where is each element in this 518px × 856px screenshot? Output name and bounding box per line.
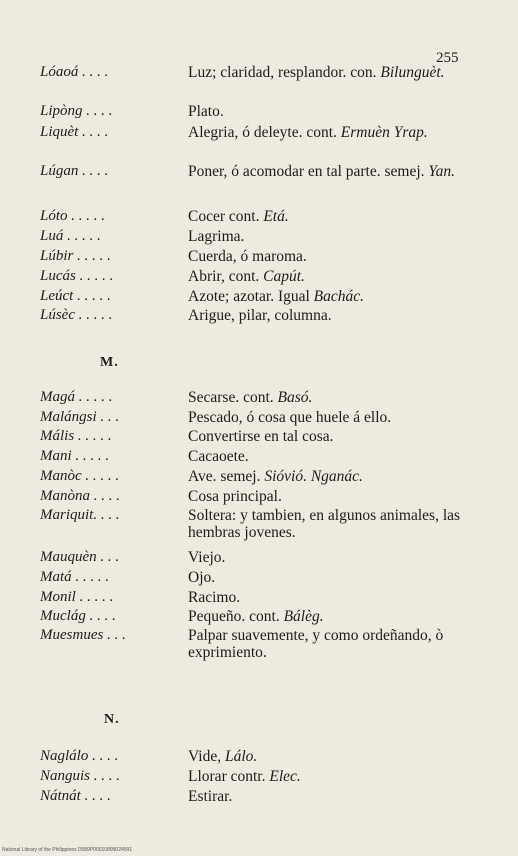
cross-reference: Ermuèn Yrap. [340, 124, 428, 141]
entry-term: Mariquit. . . . [40, 507, 120, 523]
definition-text: Alegria, ó deleyte. cont. [188, 124, 337, 141]
entry-term: Mális . . . . . [40, 428, 112, 444]
definition-text: Llorar contr. [188, 768, 266, 785]
entry-definition [188, 103, 492, 120]
entry-term: Liquèt . . . . [40, 124, 109, 140]
cross-reference: Elec. [269, 768, 301, 785]
entry-term: Lipòng . . . . [40, 103, 113, 119]
entry-definition [188, 608, 492, 625]
definition-text: Ave. semej. [188, 468, 261, 485]
entry-definition [188, 228, 492, 245]
definition-text: Vide, [188, 748, 222, 765]
entry-term: Leúct . . . . . [40, 288, 111, 304]
entry-definition [188, 627, 492, 661]
entry-definition [188, 409, 492, 426]
entry-definition [188, 488, 492, 505]
definition-text: Pescado, ó cosa que huele á ello. [188, 409, 392, 426]
definition-text: Cuerda, ó maroma. [188, 248, 307, 265]
entry-definition [188, 569, 492, 586]
section-letter: N. [104, 712, 120, 727]
entry-definition [188, 507, 492, 541]
entry-definition [188, 788, 492, 805]
cross-reference: Etá. [263, 208, 289, 225]
cross-reference: Basó. [277, 389, 313, 406]
definition-text: Soltera: y tambien, en algunos animales, las hembras jovenes. [188, 507, 461, 541]
entry-definition [188, 64, 492, 81]
definition-text: Convertirse en tal cosa. [188, 428, 334, 445]
entry-definition [188, 589, 492, 606]
entry-term: Mani . . . . . [40, 448, 110, 464]
definition-text: Abrir, cont. [188, 268, 260, 285]
cross-reference: Bilunguèt. [380, 64, 445, 81]
definition-text: Luz; claridad, resplandor. con. [188, 64, 377, 81]
cross-reference: Bachác. [313, 288, 365, 305]
entry-term: Manòna . . . . [40, 488, 120, 504]
entry-definition [188, 389, 492, 406]
entry-term: Magá . . . . . [40, 389, 113, 405]
entry-term: Lóto . . . . . [40, 208, 106, 224]
entry-term: Nanguis . . . . [40, 768, 121, 784]
entry-definition [188, 163, 492, 180]
definition-text: Azote; azotar. Igual [188, 288, 310, 305]
entry-term: Muclág . . . . [40, 608, 116, 624]
definition-text: Poner, ó acomodar en tal parte. semej. [188, 163, 425, 180]
cross-reference: Yan. [428, 163, 455, 180]
page-number: 255 [436, 50, 459, 66]
entry-term: Lúsèc . . . . . [40, 307, 113, 323]
definition-text: Cosa principal. [188, 488, 282, 505]
entry-definition [188, 549, 492, 566]
entry-term: Naglálo . . . . [40, 748, 119, 764]
entry-definition [188, 768, 492, 785]
entry-definition [188, 248, 492, 265]
entry-definition [188, 288, 492, 305]
entry-term: Lóaoá . . . . [40, 64, 109, 80]
definition-text: Pequeño. cont. [188, 608, 280, 625]
cross-reference: Lálo. [224, 748, 258, 765]
definition-text: Ojo. [188, 569, 216, 586]
definition-text: Cacaoete. [188, 448, 249, 465]
entry-definition [188, 748, 492, 765]
entry-definition [188, 268, 492, 285]
entry-term: Lucás . . . . . [40, 268, 114, 284]
definition-text: Palpar suavemente, y como ordeñando, ò exprimiento. [188, 627, 444, 661]
entry-term: Monil . . . . . [40, 589, 114, 605]
library-footer: National Library of the Philippines D089P00010899024591 [2, 847, 133, 853]
definition-text: Cocer cont. [188, 208, 260, 225]
entry-term: Mauquèn . . . [40, 549, 120, 565]
entry-term: Nátnát . . . . [40, 788, 111, 804]
definition-text: Secarse. cont. [188, 389, 274, 406]
entry-term: Lúgan . . . . [40, 163, 109, 179]
definition-text: Arigue, pilar, columna. [188, 307, 332, 324]
entry-term: Muesmues . . . [40, 627, 126, 643]
definition-text: Viejo. [188, 549, 226, 566]
definition-text: Plato. [188, 103, 224, 120]
entry-definition [188, 124, 492, 141]
entry-term: Malángsi . . . [40, 409, 120, 425]
entry-term: Manòc . . . . . [40, 468, 120, 484]
entry-term: Lúbir . . . . . [40, 248, 111, 264]
entry-definition [188, 448, 492, 465]
cross-reference: Sióvió. Nganác. [264, 468, 363, 485]
entry-definition [188, 428, 492, 445]
entry-term: Luá . . . . . [40, 228, 101, 244]
entry-term: Matá . . . . . [40, 569, 110, 585]
cross-reference: Capút. [263, 268, 305, 285]
definition-text: Lagrima. [188, 228, 245, 245]
entry-definition [188, 307, 492, 324]
definition-text: Racimo. [188, 589, 241, 606]
cross-reference: Bálèg. [283, 608, 324, 625]
entry-definition [188, 208, 492, 225]
section-letter: M. [100, 355, 119, 370]
definition-text: Estirar. [188, 788, 233, 805]
entry-definition [188, 468, 492, 485]
